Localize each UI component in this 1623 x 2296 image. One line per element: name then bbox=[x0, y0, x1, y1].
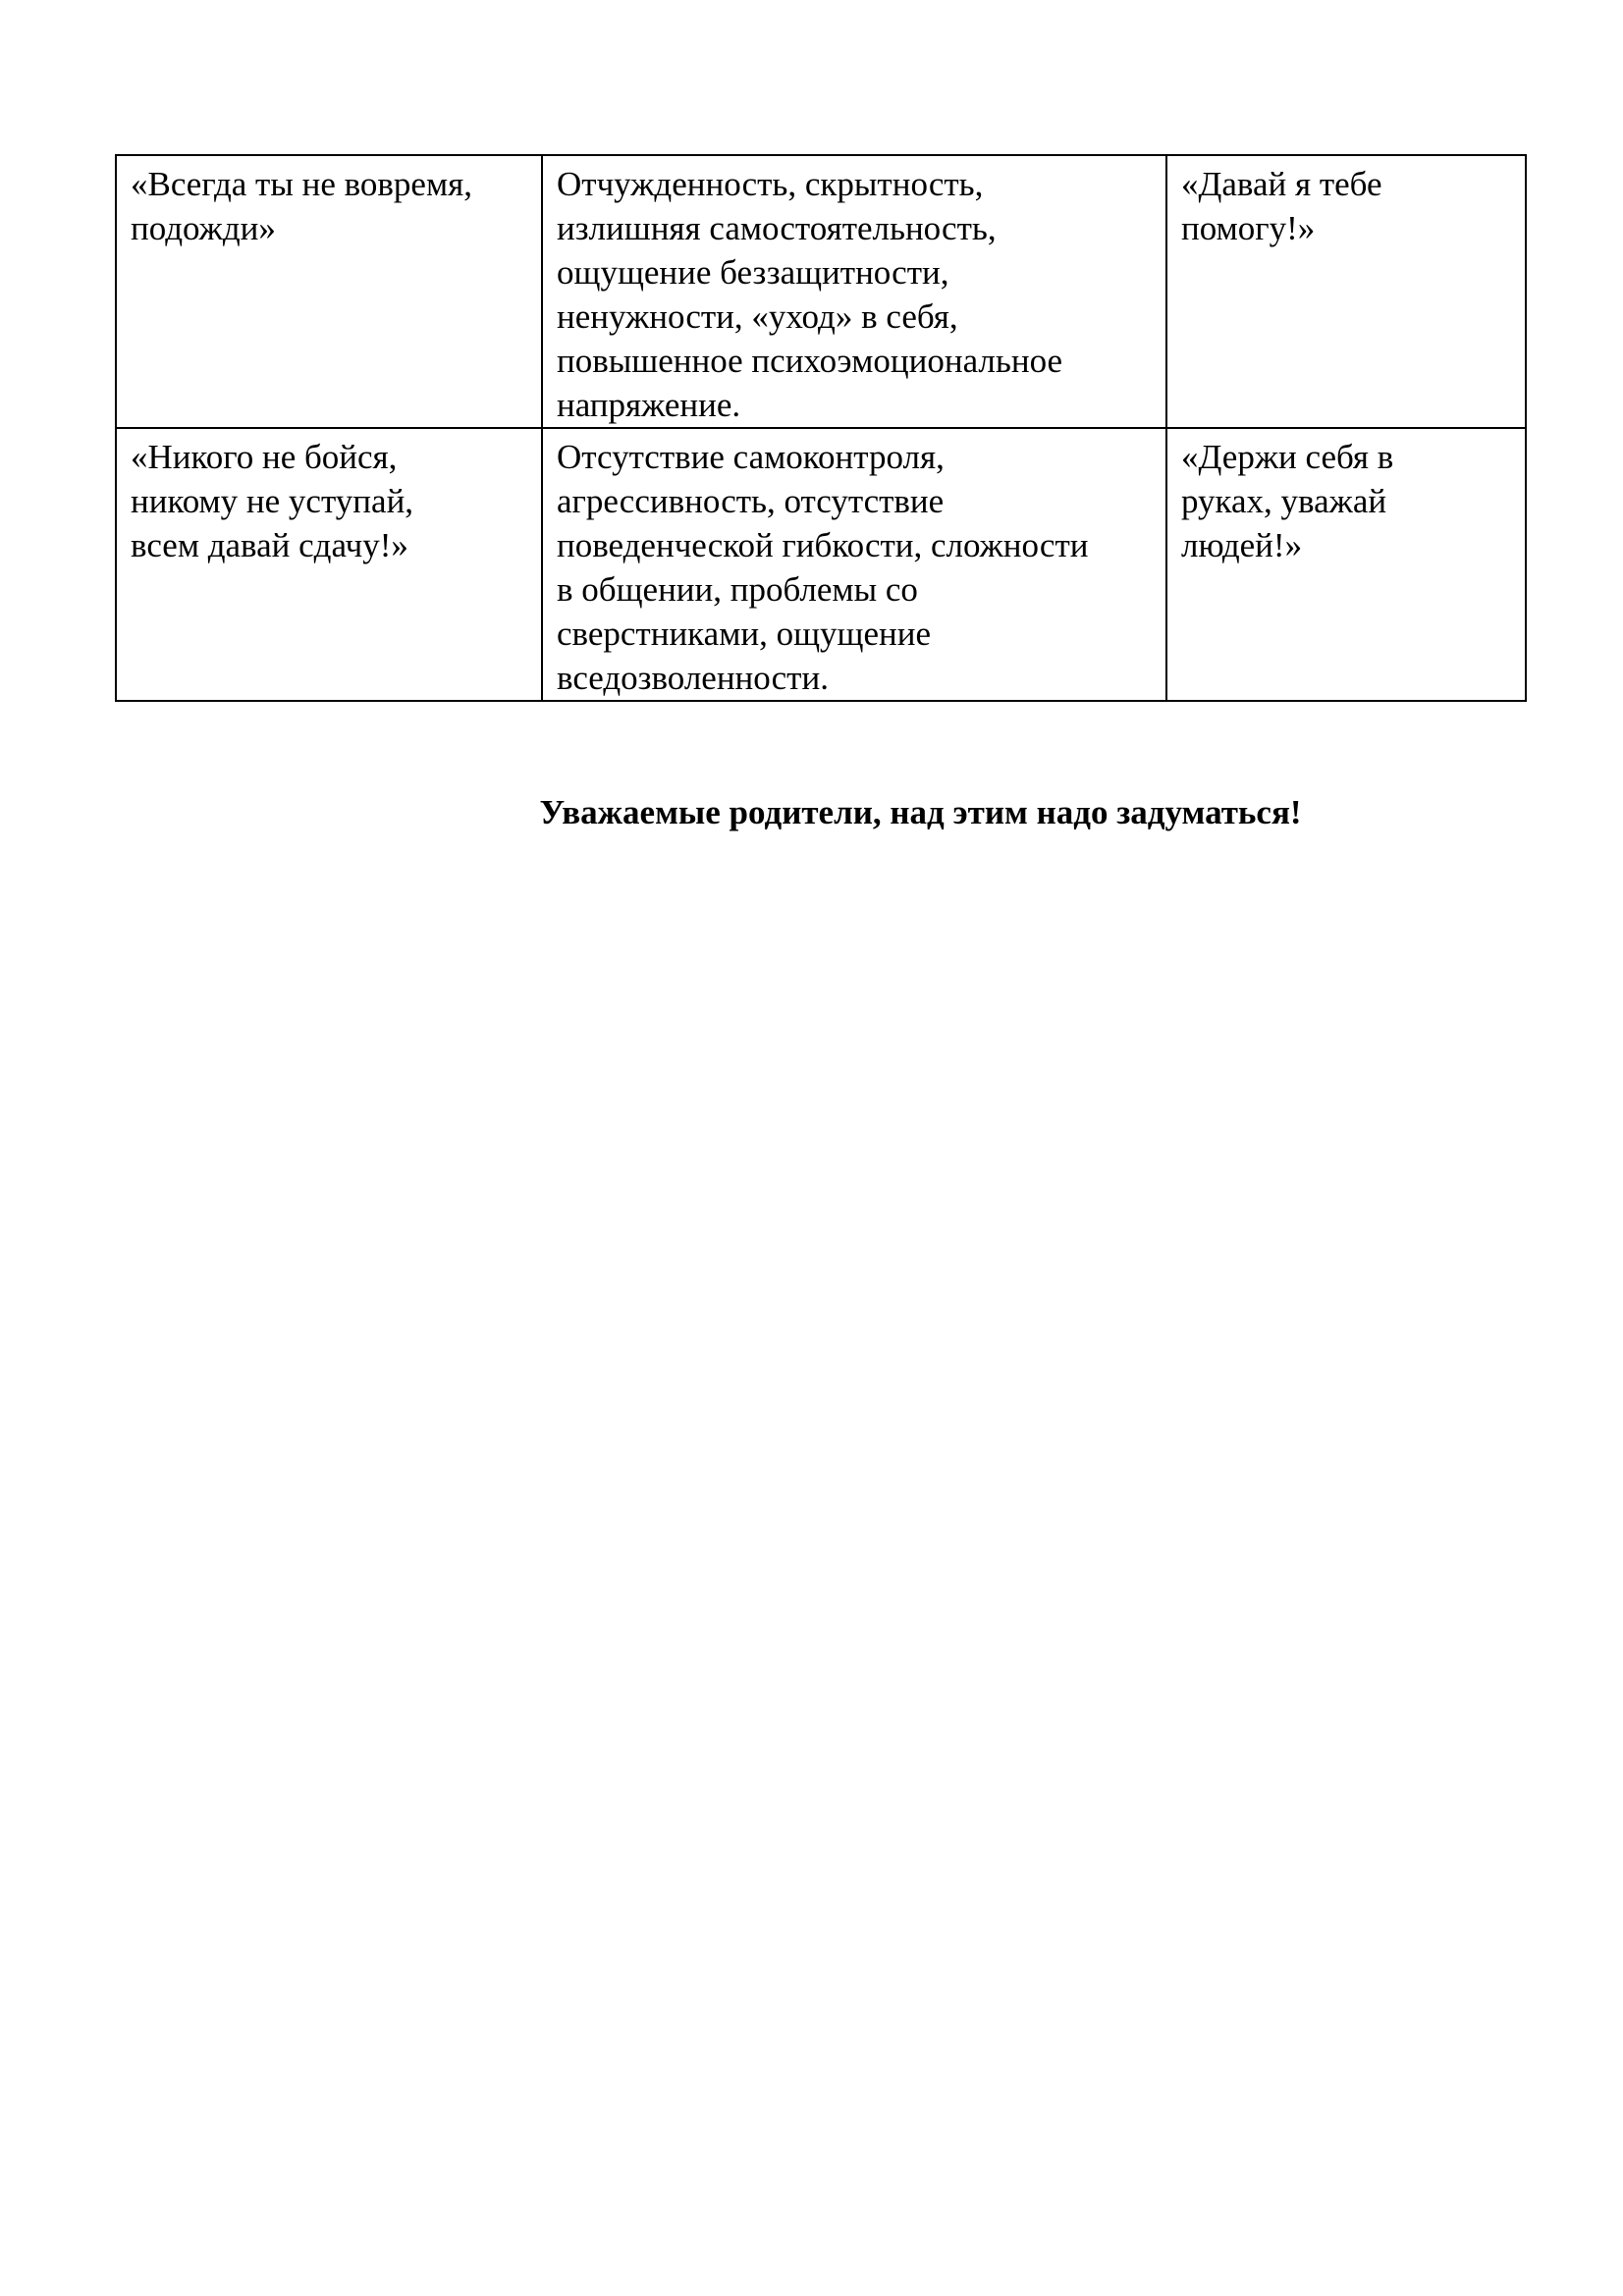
alternative-cell bbox=[1166, 155, 1526, 428]
cell-text-line: сверстниками, ощущение bbox=[557, 614, 932, 653]
cell-text-line: повышенное психоэмоциональное bbox=[557, 342, 1063, 380]
closing-note: Уважаемые родители, над этим надо задуматься! bbox=[539, 793, 1302, 831]
cell-text-line: руках, уважай bbox=[1181, 482, 1387, 520]
cell-text-line: напряжение. bbox=[557, 386, 741, 424]
alternative-cell bbox=[1166, 428, 1526, 701]
cell-text-line: агрессивность, отсутствие bbox=[557, 482, 945, 520]
cell-text-line: поведенческой гибкости, сложности bbox=[557, 526, 1089, 564]
cell-text-line: всем давай сдачу!» bbox=[131, 526, 408, 564]
phrase-cell bbox=[116, 428, 542, 701]
cell-text-line: в общении, проблемы со bbox=[557, 570, 918, 609]
consequence-cell bbox=[542, 428, 1166, 701]
cell-text-line: подожди» bbox=[131, 209, 276, 247]
cell-text-line: Отсутствие самоконтроля, bbox=[557, 438, 945, 476]
cell-text-line: «Держи себя в bbox=[1181, 438, 1394, 476]
cell-text-line: «Никого не бойся, bbox=[131, 438, 398, 476]
advice-table bbox=[115, 154, 1527, 702]
table-row bbox=[116, 155, 1526, 428]
cell-text-line: Отчужденность, скрытность, bbox=[557, 165, 984, 203]
consequence-cell bbox=[542, 155, 1166, 428]
cell-text-line: вседозволенности. bbox=[557, 659, 829, 697]
cell-text-line: никому не уступай, bbox=[131, 482, 414, 520]
cell-text-line: помогу!» bbox=[1181, 209, 1316, 247]
cell-text-line: излишняя самостоятельность, bbox=[557, 209, 997, 247]
cell-text-line: ощущение беззащитности, bbox=[557, 253, 949, 292]
table-row bbox=[116, 428, 1526, 701]
cell-text-line: «Давай я тебе bbox=[1181, 165, 1382, 203]
cell-text-line: ненужности, «уход» в себя, bbox=[557, 297, 958, 336]
cell-text-line: людей!» bbox=[1181, 526, 1303, 564]
cell-text-line: «Всегда ты не вовремя, bbox=[131, 165, 472, 203]
phrase-cell bbox=[116, 155, 542, 428]
